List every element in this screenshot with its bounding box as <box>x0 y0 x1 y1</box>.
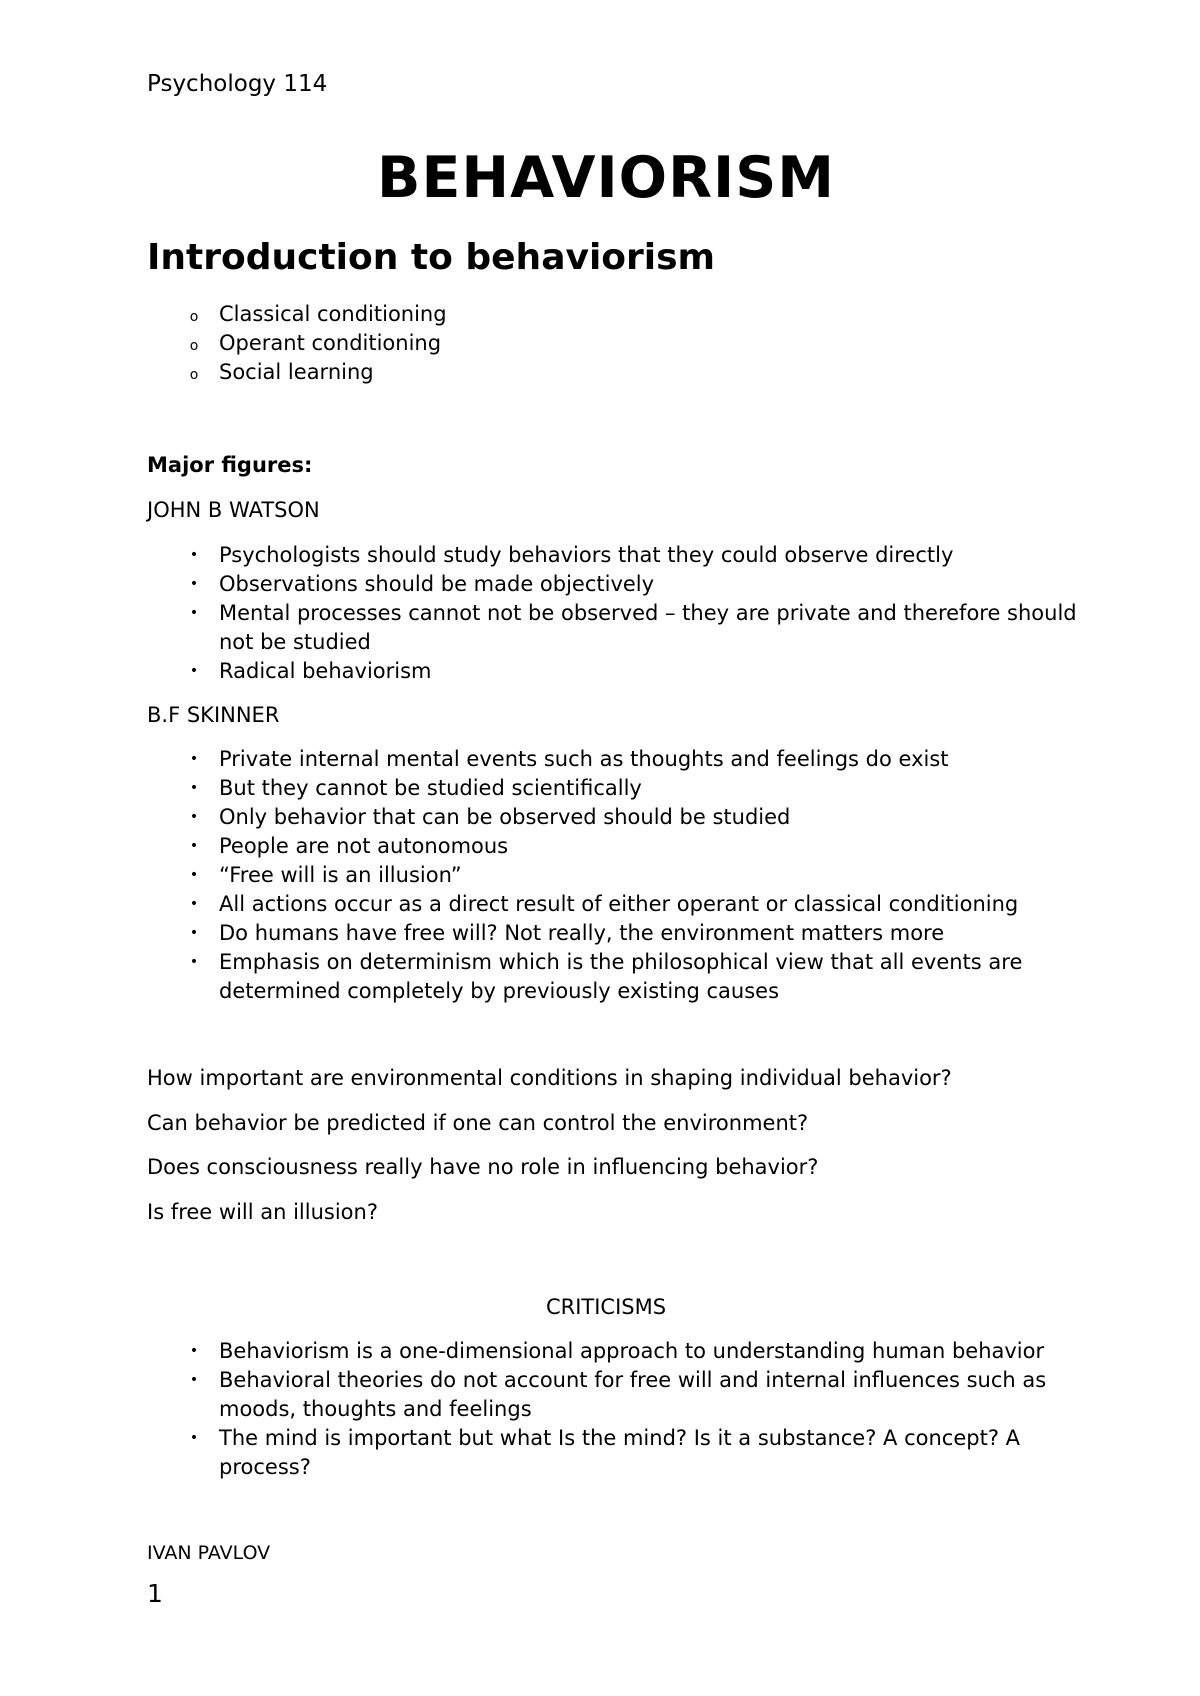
bullet-icon: • <box>189 605 199 621</box>
list-item-text: Operant conditioning <box>219 331 442 355</box>
list-item-text: But they cannot be studied scientifically <box>219 776 642 800</box>
list-item-text: Only behavior that can be observed should be studied <box>219 805 791 829</box>
major-figures-label: Major figures: <box>147 453 313 477</box>
circle-bullet-icon: o <box>189 338 199 354</box>
list-item <box>147 948 1077 1006</box>
criticisms-points <box>147 1337 1077 1482</box>
bullet-icon: • <box>189 838 199 854</box>
list-item <box>147 1337 1077 1366</box>
list-item <box>147 541 1077 570</box>
intro-list <box>147 300 1077 387</box>
list-item-text: “Free will is an illusion” <box>219 863 462 887</box>
watson-name: JOHN B WATSON <box>147 498 320 522</box>
list-item <box>147 599 1077 657</box>
list-item-text: Mental processes cannot not be observed – they are private and therefore should not be studied <box>219 601 1077 654</box>
bullet-icon: • <box>189 780 199 796</box>
list-item <box>147 1366 1077 1424</box>
page-number: 1 <box>147 1579 163 1608</box>
list-item <box>147 300 1077 329</box>
course-header: Psychology 114 <box>147 71 328 97</box>
list-item <box>147 919 1077 948</box>
bullet-icon: • <box>189 809 199 825</box>
circle-bullet-icon: o <box>189 309 199 325</box>
bullet-icon: • <box>189 1430 199 1446</box>
list-item-text: Behavioral theories do not account for free will and internal influences such as moods, thoughts and feelings <box>219 1368 1047 1421</box>
watson-points <box>147 541 1077 686</box>
list-item-text: All actions occur as a direct result of either operant or classical conditioning <box>219 892 1019 916</box>
list-item-text: Social learning <box>219 360 374 384</box>
list-item-text: Radical behaviorism <box>219 659 432 683</box>
list-item <box>147 803 1077 832</box>
question-3: Does consciousness really have no role in influencing behavior? <box>147 1155 819 1179</box>
bullet-icon: • <box>189 547 199 563</box>
list-item-text: Observations should be made objectively <box>219 572 655 596</box>
list-item-text: Private internal mental events such as thoughts and feelings do exist <box>219 747 949 771</box>
list-item <box>147 358 1077 387</box>
intro-heading: Introduction to behaviorism <box>147 237 716 278</box>
list-item <box>147 329 1077 358</box>
bullet-icon: • <box>189 925 199 941</box>
circle-bullet-icon: o <box>189 367 199 383</box>
list-item-text: Classical conditioning <box>219 302 447 326</box>
list-item <box>147 890 1077 919</box>
bullet-icon: • <box>189 867 199 883</box>
list-item-text: Psychologists should study behaviors that they could observe directly <box>219 543 954 567</box>
bullet-icon: • <box>189 954 199 970</box>
bullet-icon: • <box>189 896 199 912</box>
bullet-icon: • <box>189 576 199 592</box>
list-item-text: People are not autonomous <box>219 834 509 858</box>
list-item <box>147 861 1077 890</box>
question-2: Can behavior be predicted if one can control the environment? <box>147 1111 809 1135</box>
list-item <box>147 832 1077 861</box>
list-item <box>147 570 1077 599</box>
skinner-points <box>147 745 1077 1006</box>
list-item <box>147 1424 1077 1482</box>
document-title: BEHAVIORISM <box>377 145 835 211</box>
list-item-text: Emphasis on determinism which is the philosophical view that all events are determined completely by previously existing causes <box>219 950 1023 1003</box>
list-item <box>147 774 1077 803</box>
question-4: Is free will an illusion? <box>147 1200 378 1224</box>
question-1: How important are environmental conditions in shaping individual behavior? <box>147 1066 952 1090</box>
list-item <box>147 657 1077 686</box>
criticisms-heading: CRITICISMS <box>545 1295 667 1319</box>
bullet-icon: • <box>189 663 199 679</box>
bullet-icon: • <box>189 1343 199 1359</box>
bullet-icon: • <box>189 1372 199 1388</box>
skinner-name: B.F SKINNER <box>147 703 280 727</box>
bullet-icon: • <box>189 751 199 767</box>
list-item-text: The mind is important but what Is the mind? Is it a substance? A concept? A process? <box>219 1426 1021 1479</box>
list-item <box>147 745 1077 774</box>
pavlov-name: IVAN PAVLOV <box>147 1542 271 1564</box>
list-item-text: Behaviorism is a one-dimensional approach to understanding human behavior <box>219 1339 1045 1363</box>
list-item-text: Do humans have free will? Not really, the environment matters more <box>219 921 945 945</box>
